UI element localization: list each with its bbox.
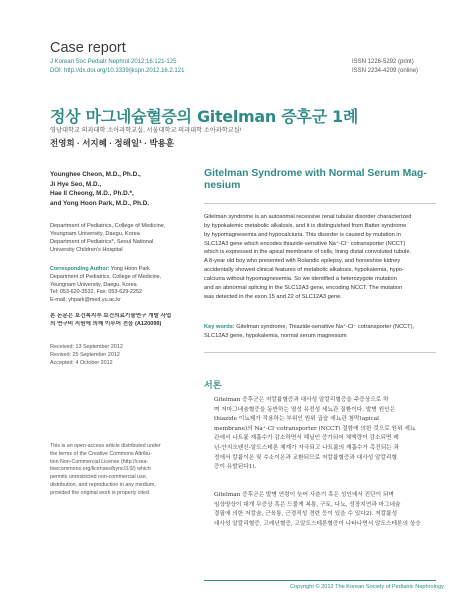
title-line: nesium — [204, 180, 241, 192]
intro-paragraph — [204, 491, 436, 529]
issn-print: ISSN 1226-5292 (print) — [352, 59, 414, 65]
author-ko: 전영희 — [50, 138, 75, 148]
author-line: Younghee Cheon, M.D., Ph.D., — [50, 171, 141, 178]
title-line: Gitelman Syndrome with Normal Serum Mag- — [204, 168, 427, 179]
abstract-line: by hypomagnesemia and hypocalciuria. This disorder is caused by mutation in — [204, 231, 401, 238]
issn-online: ISSN 2234-4209 (online) — [352, 67, 419, 74]
intro-paragraph — [204, 396, 436, 473]
title-divider — [204, 203, 436, 204]
english-authors — [50, 170, 184, 208]
author-ko: 박용훈 — [149, 138, 175, 148]
corr-email[interactable]: E-mail: yhpark@med.yu.ac.kr — [50, 297, 121, 304]
abstract-line: A 8-year old boy who presented with Rolandic epilepsy, and horseshoe kidney — [204, 258, 401, 265]
corr-label: Corresponding Author: — [50, 266, 110, 272]
open-access-license — [50, 443, 174, 498]
department-affiliation — [50, 222, 184, 254]
body-line: 닌-안지오텐신-알도스테론 체계가 자극되고 나트륨의 재흡수가 촉진되는 과 — [214, 444, 400, 451]
doc-type-label: Case report — [50, 40, 126, 56]
dept-line: University Children's Hospital — [50, 247, 123, 253]
issn-block — [352, 58, 418, 76]
body-line: 임상양상이 대개 무증상 혹은 드물게 복통, 구토, 다뇨, 성장지연과 마그네슘 — [214, 501, 401, 508]
abstract-line: SLC12A3 gene which encodes thiazide-sensitive Na⁺-Cl⁻ cotransporter (NCCT) — [204, 240, 406, 247]
abstract-line: accidentally showed clinical features of metabolic alkalosis, hypokalemia, hypo- — [204, 267, 404, 274]
korean-affiliation: 영남대학교 의과대학 소아과학교실, 서울대학교 의과대학 소아과학교실¹ — [50, 127, 242, 134]
abstract-line: by hypokalemic metabolic alkalosis, and it is distinguished from Batter syndrome — [204, 222, 407, 229]
funding-line: 의 연구비 지원에 의해 이루어 전음 (A120099) — [50, 320, 162, 327]
license-line[interactable]: tion Non-Commercial License (http://crea- — [50, 458, 149, 465]
article-dates — [50, 343, 184, 367]
abstract-line: was detected in the exon 15 and 22 of SLC12A3 gene. — [204, 293, 342, 300]
abstract-line: and an abnormal splicing in the SLC12A3 gene, encoding NCCT. The mutation — [204, 284, 403, 291]
license-line: This is an open-access article distributed under — [50, 443, 161, 449]
abstract-line: which is expressed in the apical membrane of cells, lining distal convoluted tubule. — [204, 249, 412, 256]
corr-name: Yong Hoon Park — [110, 266, 150, 272]
corr-line: Department of Pediatrics, College of Medicine, — [50, 273, 162, 280]
author-line: and Yong Hoon Park, M.D., Ph.D. — [50, 199, 150, 207]
license-line: provided the original work is properly cited. — [50, 489, 151, 496]
dept-line: Department of Pediatrics*, Seoul National — [50, 239, 154, 245]
abstract-line: Gitelman syndrome is an autosomal recessive renal tubular disorder characterized — [204, 214, 412, 220]
abstract-divider — [204, 352, 436, 353]
revised-date: Revised: 25 September 2012 — [50, 352, 120, 358]
license-line: distribution, and reproduction in any medium, — [50, 481, 156, 488]
korean-title: 정상 마그네슘혈증의 Gitelman 증후군 1례 — [50, 107, 359, 126]
copyright-notice: Copyright © 2012 The Korean Society of Pediatric Nephrology — [290, 584, 444, 590]
funding-note — [50, 313, 184, 329]
license-line: permits unrestricted non-commercial use, — [50, 474, 148, 481]
body-line: 증이 유발된다1). — [214, 464, 257, 471]
abstract — [204, 213, 436, 301]
body-line: membrane)의 Na⁺-Cl⁻cotransporter (NCCT) 결함에 의한 것으로 원위 세뇨 — [214, 425, 416, 432]
corr-line: Yeungnam University, Daegu, Korea — [50, 281, 137, 288]
body-line: 관에서 나트륨 재흡수가 감소하면서 헤닐인 증가되어 체액량이 감소되면 레 — [214, 435, 399, 442]
korean-authors: 전영희 · 서지혜 · 정해일¹ · 박용훈 — [50, 138, 175, 148]
body-line: thiazide 이뇨제가 작용하는 부위인 원위 곱슬 세뇨관 첨막(apical — [214, 416, 379, 423]
body-line: 결핍에 의한 저칼슘, 근육통, 근경직성 경련 등이 있을 수 있다2). 저칼륨성 — [214, 511, 398, 518]
footer-divider — [204, 580, 436, 581]
journal-reference — [50, 58, 184, 76]
keywords-line: SLC12A3 gene, hypokalemia, normal serum magnesium — [204, 332, 347, 339]
keywords-line — [204, 323, 436, 332]
body-line: 대사성 알칼리혈증, 고레닌혈증, 고알도스테론혈증이 나타나면서 알도스테론의 상승 — [214, 520, 421, 527]
abstract-line: calciuria without hypomagnesemia. So we identified a heterozygote mutation — [204, 275, 397, 282]
dept-line: Department of Pediatrics, College of Medicine, — [50, 223, 166, 229]
journal-citation: J Korean Soc Pediatr Nephrol 2012;16:121-125 — [50, 59, 177, 65]
license-line: the terms of the Creative Commons Attribu- — [50, 450, 152, 457]
author-line: Hae Il Cheong, M.D., Ph.D.*, — [50, 190, 134, 198]
keywords-text: Gitelman syndrome, Thiazide-sensitive Na⁺-Cl⁻ cotransporter (NCCT), — [236, 324, 415, 330]
article-title — [204, 168, 434, 193]
dept-line: Yeungnam University, Daegu, Korea — [50, 231, 140, 237]
doi-link[interactable]: DOI: http://dx.doi.org/10.3339/jkspn.2012.16.2.121 — [50, 67, 185, 74]
keywords — [204, 323, 436, 341]
author-ko: 서지혜 — [82, 138, 107, 148]
body-line: 정에서 칼륨이온 및 수소이온과 교환되므로 저칼륨혈증과 대사성 알칼리혈 — [214, 454, 397, 461]
section-heading: 서론 — [204, 380, 222, 390]
keywords-label: Key words: — [204, 324, 235, 330]
accepted-date: Accepted: 4 October 2012 — [50, 360, 113, 366]
corresponding-author — [50, 266, 184, 305]
body-line: 며 저마그네슘혈증을 동반하는 열성 유전성 세뇨관 질환이다. 발병 원인은 — [214, 406, 396, 413]
funding-line: 본 논문은 보건복지부 보건의료기술연구 개발 사업 — [50, 313, 172, 319]
received-date: Received: 13 September 2012 — [50, 344, 123, 350]
license-line[interactable]: tivecommons.org/licenses/bync/3.0/) which — [50, 466, 151, 473]
body-line: Gitelman 증후군은 저칼륨혈증과 대사성 알칼리혈증을 주증상으로 하 — [214, 397, 389, 403]
author-ko: 정해일¹ — [114, 138, 142, 148]
corr-heading — [50, 266, 184, 274]
body-line: Gitelman 증후군은 발병 연령이 늦어 사춘기 혹은 성인에서 진단이 되며 — [214, 492, 394, 498]
corr-line: Tel: 053-620-3532, Fax: 053-629-2252 — [50, 289, 143, 296]
author-line: Ji Hye Seo, M.D., — [50, 180, 102, 188]
